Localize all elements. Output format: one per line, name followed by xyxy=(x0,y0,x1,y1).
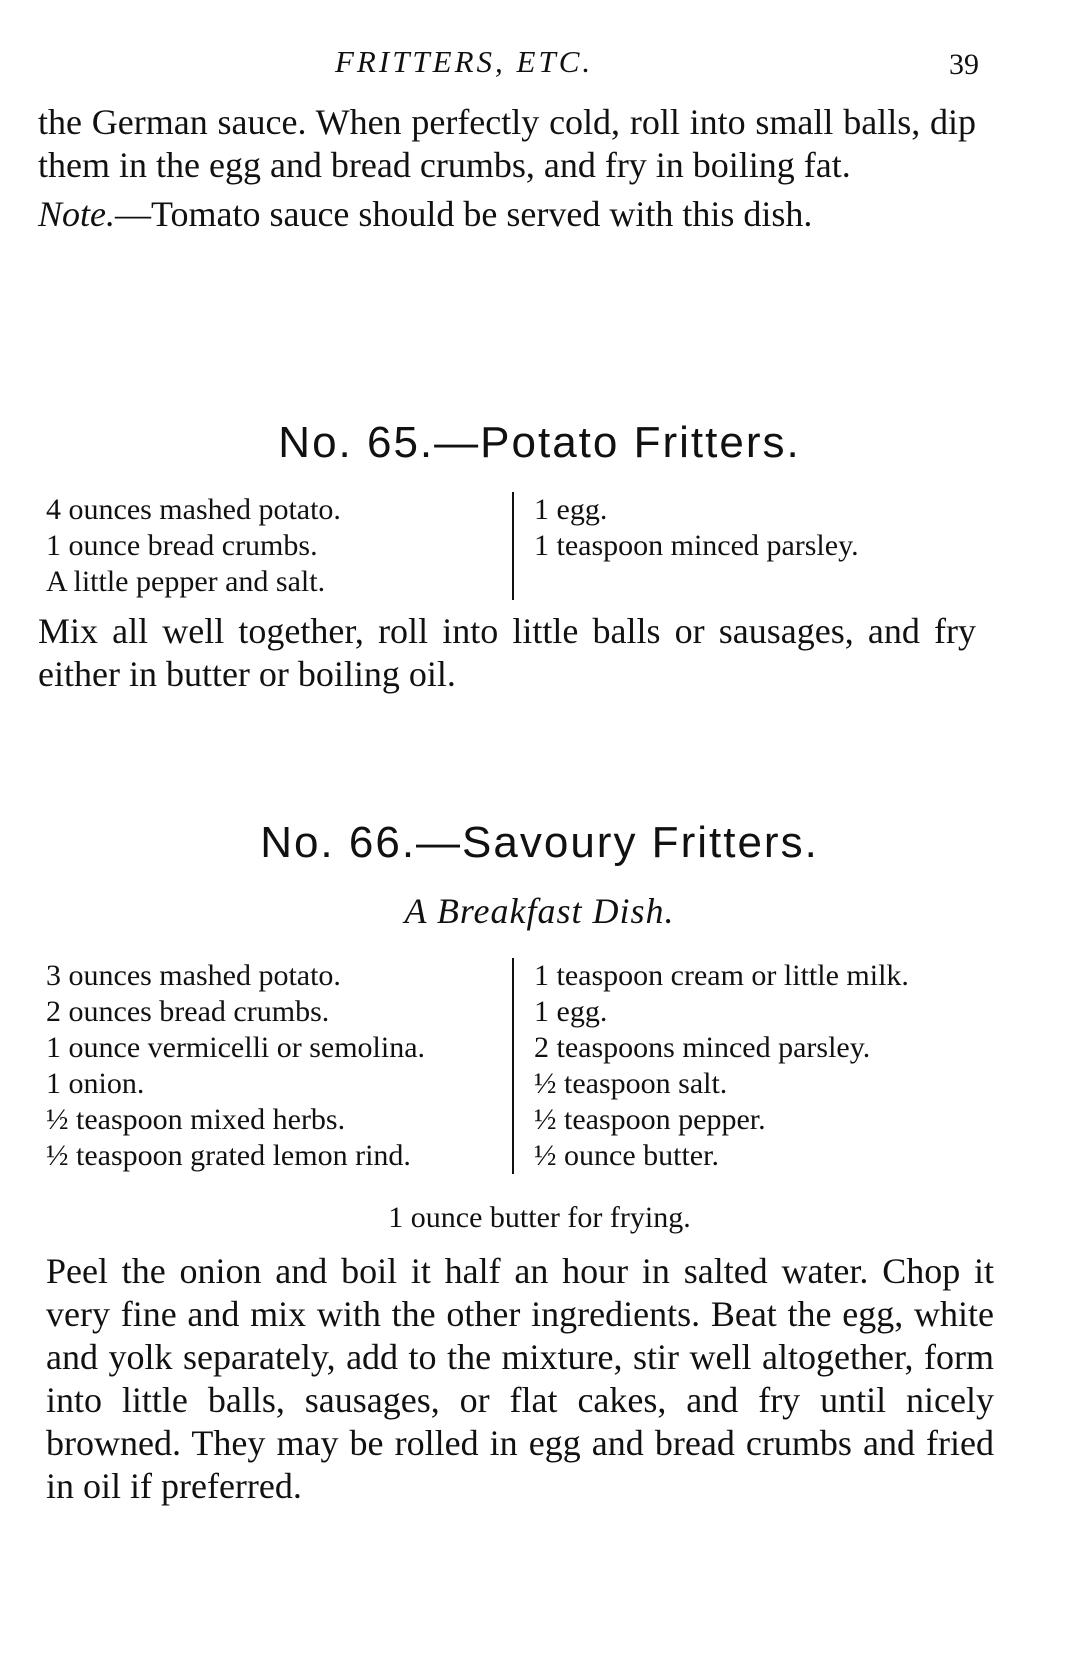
recipe-66-ingredients-footer: 1 ounce butter for frying. xyxy=(388,1201,691,1234)
intro-paragraph xyxy=(38,101,976,236)
recipe-65-ingredients-left xyxy=(46,492,512,600)
ingredient-item: 2 ounces bread crumbs. xyxy=(46,995,330,1028)
recipe-66-method: Peel the onion and boil it half an hour in salted water. Chop it very fine and mix with the other ingredients. Beat the egg, white and yolk separately, add to the mixture, stir well altogether, form into little balls, sausages, or flat cakes, and fry until nicely browned. They may be rolled in egg and bread crumbs and fried in oil if preferred. xyxy=(46,1251,994,1506)
ingredient-item: 4 ounces mashed potato. xyxy=(46,493,341,526)
ingredient-item: 1 onion. xyxy=(46,1067,145,1100)
ingredient-item: 1 egg. xyxy=(534,493,608,526)
recipe-66-title: No. 66.—Savoury Fritters. xyxy=(260,818,819,867)
ingredient-item: 3 ounces mashed potato. xyxy=(46,959,341,992)
recipe-65-method: Mix all well together, roll into little balls or sausages, and fry either in butter or boiling oil. xyxy=(38,611,976,694)
note-text: —Tomato sauce should be served with this dish. xyxy=(115,194,813,234)
recipe-66-subtitle: A Breakfast Dish. xyxy=(404,891,675,931)
recipe-66-ingredients-right xyxy=(512,958,986,1174)
page-number: 39 xyxy=(949,48,979,81)
recipe-65-ingredients xyxy=(46,492,986,600)
recipe-66-ingredients-left xyxy=(46,958,512,1174)
ingredient-item: 1 teaspoon minced parsley. xyxy=(534,529,859,562)
recipe-65-title: No. 65.—Potato Fritters. xyxy=(278,418,801,467)
ingredient-item: ½ teaspoon grated lemon rind. xyxy=(46,1139,411,1172)
ingredient-item: 2 teaspoons minced parsley. xyxy=(534,1031,871,1064)
recipe-65-ingredients-right xyxy=(512,492,986,600)
intro-text: the German sauce. When perfectly cold, roll into small balls, dip them in the egg and bread crumbs, and fry in boiling fat. xyxy=(38,102,976,185)
ingredient-item: ½ teaspoon pepper. xyxy=(534,1103,766,1136)
recipe-66-ingredients xyxy=(46,958,986,1174)
ingredient-item: ½ teaspoon mixed herbs. xyxy=(46,1103,346,1136)
ingredient-item: ½ teaspoon salt. xyxy=(534,1067,728,1100)
ingredient-item: 1 teaspoon cream or little milk. xyxy=(534,959,909,992)
note-label: Note. xyxy=(38,194,115,234)
ingredient-item: 1 ounce vermicelli or semolina. xyxy=(46,1031,426,1064)
running-head xyxy=(0,44,1079,88)
intro-note xyxy=(38,193,976,236)
running-title: FRITTERS, ETC. xyxy=(335,44,594,79)
ingredient-item: A little pepper and salt. xyxy=(46,565,326,598)
ingredient-item: ½ ounce butter. xyxy=(534,1139,719,1172)
ingredient-item: 1 ounce bread crumbs. xyxy=(46,529,318,562)
ingredient-item: 1 egg. xyxy=(534,995,608,1028)
